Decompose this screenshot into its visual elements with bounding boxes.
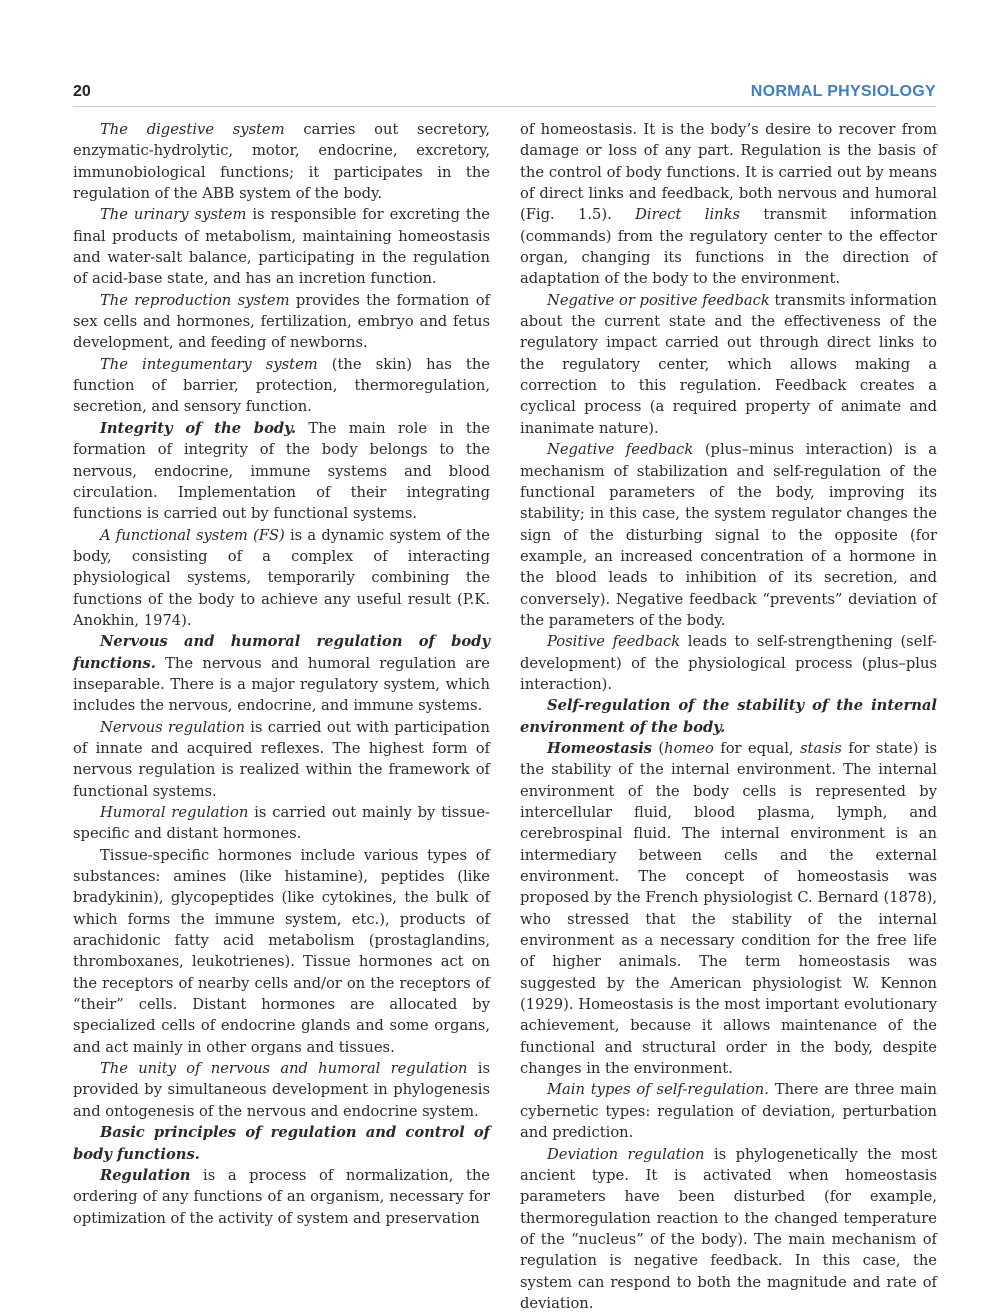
left-column [73,119,490,1229]
paragraph-functional-system: A functional system (FS) is a dynamic system of the body, consisting of a complex of interacting physiological systems, temporarily combining the functions of the body to achieve any useful result (P.K. Anokhin, 1974). [73,525,490,632]
paragraph-reproduction-system: The reproduction system provides the formation of sex cells and hormones, fertilization, embryo and fetus development, and feeding of newborns. [73,290,490,354]
paragraph-homeostasis: Homeostasis (homeo for equal, stasis for state) is the stability of the internal environment. The internal environment of the body cells is represented by intercellular fluid, blood plasma, lymph, and cerebrospinal fluid. The internal environment is an intermediary between cells and the external environment. The concept of homeostasis was proposed by the French physiologist C. Bernard (1878), who stressed that the stability of the internal environment as a necessary condition for the free life of higher animals. The term homeostasis was suggested by the American physiologist W. Kennon (1929). Homeostasis is the most important evolutionary achievement, because it allows maintenance of the functional and structural order in the body, despite changes in the environment. [520,738,937,1080]
paragraph-negative-or-positive-feedback: Negative or positive feedback transmits information about the current state and the effectiveness of the regulatory impact carried out through direct links to the regulatory center, which allows making a correction to this regulation. Feedback creates a cyclical process (a required property of animate and inanimate nature). [520,290,937,439]
paragraph-homeostasis-continued: of homeostasis. It is the body’s desire to recover from damage or loss of any part. Regulation is the basis of the control of body functions. It is carried out by means of direct links and feedback, both nervous and humoral (Fig. 1.5). Direct links transmit information (commands) from the regulatory center to the effector organ, changing its functions in the direction of adaptation of the body to the environment. [520,119,937,290]
paragraph-nervous-humoral-regulation: Nervous and humoral regulation of body functions. The nervous and humoral regulation are inseparable. There is a major regulatory system, which includes the nervous, endocrine, and immune systems. [73,631,490,716]
right-column [520,119,937,1314]
paragraph-nervous-regulation: Nervous regulation is carried out with participation of innate and acquired reflexes. The highest form of nervous regulation is realized within the framework of functional systems. [73,717,490,802]
page-header [73,82,936,107]
paragraph-deviation-regulation: Deviation regulation is phylogenetically the most ancient type. It is activated when homeostasis parameters have been disturbed (for example, thermoregulation reaction to the changed temperature of the “nucleus” of the body). The main mechanism of regulation is negative feedback. In this case, the system can respond to both the magnitude and rate of deviation. [520,1144,937,1314]
paragraph-urinary-system: The urinary system is responsible for excreting the final products of metabolism, maintaining homeostasis and water-salt balance, participating in the regulation of acid-base state, and has an incretion function. [73,204,490,289]
paragraph-integrity-of-body: Integrity of the body. The main role in the formation of integrity of the body belongs to the nervous, endocrine, immune systems and blood circulation. Implementation of their integrating functions is carried out by functional systems. [73,418,490,525]
heading-basic-principles: Basic principles of regulation and control of body functions. [73,1122,490,1165]
paragraph-positive-feedback: Positive feedback leads to self-strengthening (self-development) of the physiological process (plus–plus interaction). [520,631,937,695]
paragraph-humoral-regulation: Humoral regulation is carried out mainly by tissue-specific and distant hormones. [73,802,490,845]
heading-self-regulation: Self-regulation of the stability of the internal environment of the body. [520,695,937,738]
paragraph-main-types-self-regulation: Main types of self-regulation. There are three main cybernetic types: regulation of deviation, perturbation and prediction. [520,1079,937,1143]
paragraph-tissue-specific-hormones: Tissue-specific hormones include various types of substances: amines (like histamine), peptides (like bradykinin), glycopeptides (like cytokines, the bulk of which forms the immune system, etc.), products of arachidonic fatty acid metabolism (prostaglandins, thromboxanes, leukotrienes). Tissue hormones act on the receptors of nearby cells and/or on the receptors of “their” cells. Distant hormones are allocated by specialized cells of endocrine glands and some organs, and act mainly in other organs and tissues. [73,845,490,1058]
paragraph-unity-of-regulation: The unity of nervous and humoral regulation is provided by simultaneous development in phylogenesis and ontogenesis of the nervous and endocrine system. [73,1058,490,1122]
paragraph-negative-feedback: Negative feedback (plus–minus interaction) is a mechanism of stabilization and self-regulation of the functional parameters of the body, improving its stability; in this case, the system regulator changes the sign of the disturbing signal to the opposite (for example, an increased concentration of a hormone in the blood leads to inhibition of its secretion, and conversely). Negative feedback “prevents” deviation of the parameters of the body. [520,439,937,631]
paragraph-digestive-system: The digestive system carries out secretory, enzymatic-hydrolytic, motor, endocrine, excretory, immunobiological functions; it participates in the regulation of the ABB system of the body. [73,119,490,204]
running-title: NORMAL PHYSIOLOGY [751,83,936,101]
paragraph-regulation: Regulation is a process of normalization, the ordering of any functions of an organism, necessary for optimization of the activity of system and preservation [73,1165,490,1229]
page-number: 20 [73,83,91,101]
paragraph-integumentary-system: The integumentary system (the skin) has the function of barrier, protection, thermoregulation, secretion, and sensory function. [73,354,490,418]
